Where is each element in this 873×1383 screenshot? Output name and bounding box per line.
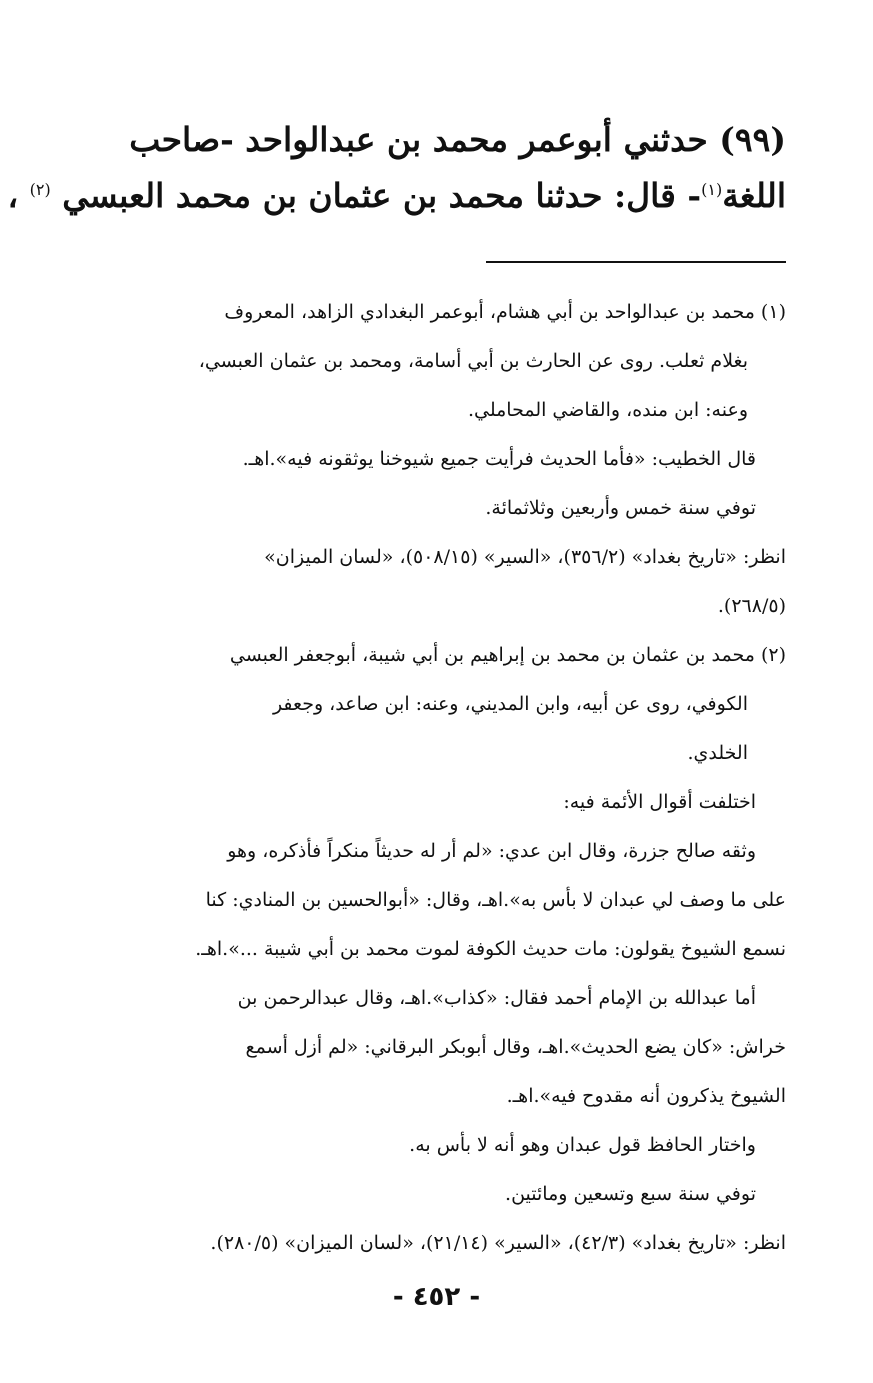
footnote-1-line: (٢٦٨/٥).	[717, 595, 786, 617]
footnote-2-line: على ما وصف لي عبدان لا بأس به».اهـ، وقال: «أبوالحسين بن المنادي: كنا	[205, 889, 786, 911]
footnote-2-line: الكوفي، روى عن أبيه، وابن المديني، وعنه: ابن صاعد، وجعفر	[272, 693, 748, 715]
footnote-2-line: خراش: «كان يضع الحديث».اهـ، وقال أبوبكر البرقاني: «لم أزل أسمع	[245, 1036, 786, 1058]
footnote-2-line: الشيوخ يذكرون أنه مقدوح فيه».اهـ.	[506, 1085, 786, 1107]
page-number: - ٤٥٢ -	[392, 1282, 481, 1312]
footnote-2-line: توفي سنة سبع وتسعين ومائتين.	[505, 1183, 756, 1205]
footnote-1-line: قال الخطيب: «فأما الحديث فرأيت جميع شيوخنا يوثقونه فيه».اهـ.	[242, 448, 756, 470]
footnote-2-line: اختلفت أقوال الأئمة فيه:	[563, 791, 756, 813]
footnote-marker-2: (٢)	[29, 180, 51, 199]
footnote-2-line: وثقه صالح جزرة، وقال ابن عدي: «لم أر له حديثاً منكراً فأذكره، وهو	[227, 840, 756, 862]
heading-line-2	[7, 168, 786, 224]
footnote-2-line: أما عبدالله بن الإمام أحمد فقال: «كذاب».اهـ، وقال عبدالرحمن بن	[237, 987, 756, 1009]
footnote-1-line: توفي سنة خمس وأربعين وثلاثمائة.	[485, 497, 756, 519]
page	[7, 0, 786, 1383]
footnotes	[74, 288, 786, 1268]
footnote-separator	[486, 261, 786, 263]
footnote-1-line: (١) محمد بن عبدالواحد بن أبي هشام، أبوعمر البغدادي الزاهد، المعروف	[224, 301, 786, 323]
heading-word-lugha: اللغة	[722, 176, 786, 215]
footnote-2-line: واختار الحافظ قول عبدان وهو أنه لا بأس به.	[409, 1134, 756, 1156]
heading-comma: ،	[7, 176, 19, 215]
footnote-2-line: نسمع الشيوخ يقولون: مات حديث الكوفة لموت محمد بن أبي شيبة ...».اهـ.	[195, 938, 786, 960]
footnote-2-line: (٢) محمد بن عثمان بن محمد بن إبراهيم بن أبي شيبة، أبوجعفر العبسي	[229, 644, 786, 666]
footnote-2-line: الخلدي.	[687, 742, 748, 764]
footnote-2-line: انظر: «تاريخ بغداد» (٤٢/٣)، «السير» (٢١/١٤)، «لسان الميزان» (٢٨٠/٥).	[210, 1232, 786, 1254]
hadith-heading	[7, 112, 786, 224]
heading-line-2-text: - قال: حدثنا محمد بن عثمان بن محمد العبسي	[62, 176, 702, 215]
footnote-marker-1: (١)	[701, 180, 723, 199]
heading-line-1: (٩٩) حدثني أبوعمر محمد بن عبدالواحد -صاحب	[129, 120, 786, 159]
footnote-1-line: انظر: «تاريخ بغداد» (٣٥٦/٢)، «السير» (٥٠٨/١٥)، «لسان الميزان»	[264, 546, 786, 568]
footnote-1-line: وعنه: ابن منده، والقاضي المحاملي.	[467, 399, 748, 421]
footnote-1-line: بغلام ثعلب. روى عن الحارث بن أبي أسامة، ومحمد بن عثمان العبسي،	[198, 350, 748, 372]
